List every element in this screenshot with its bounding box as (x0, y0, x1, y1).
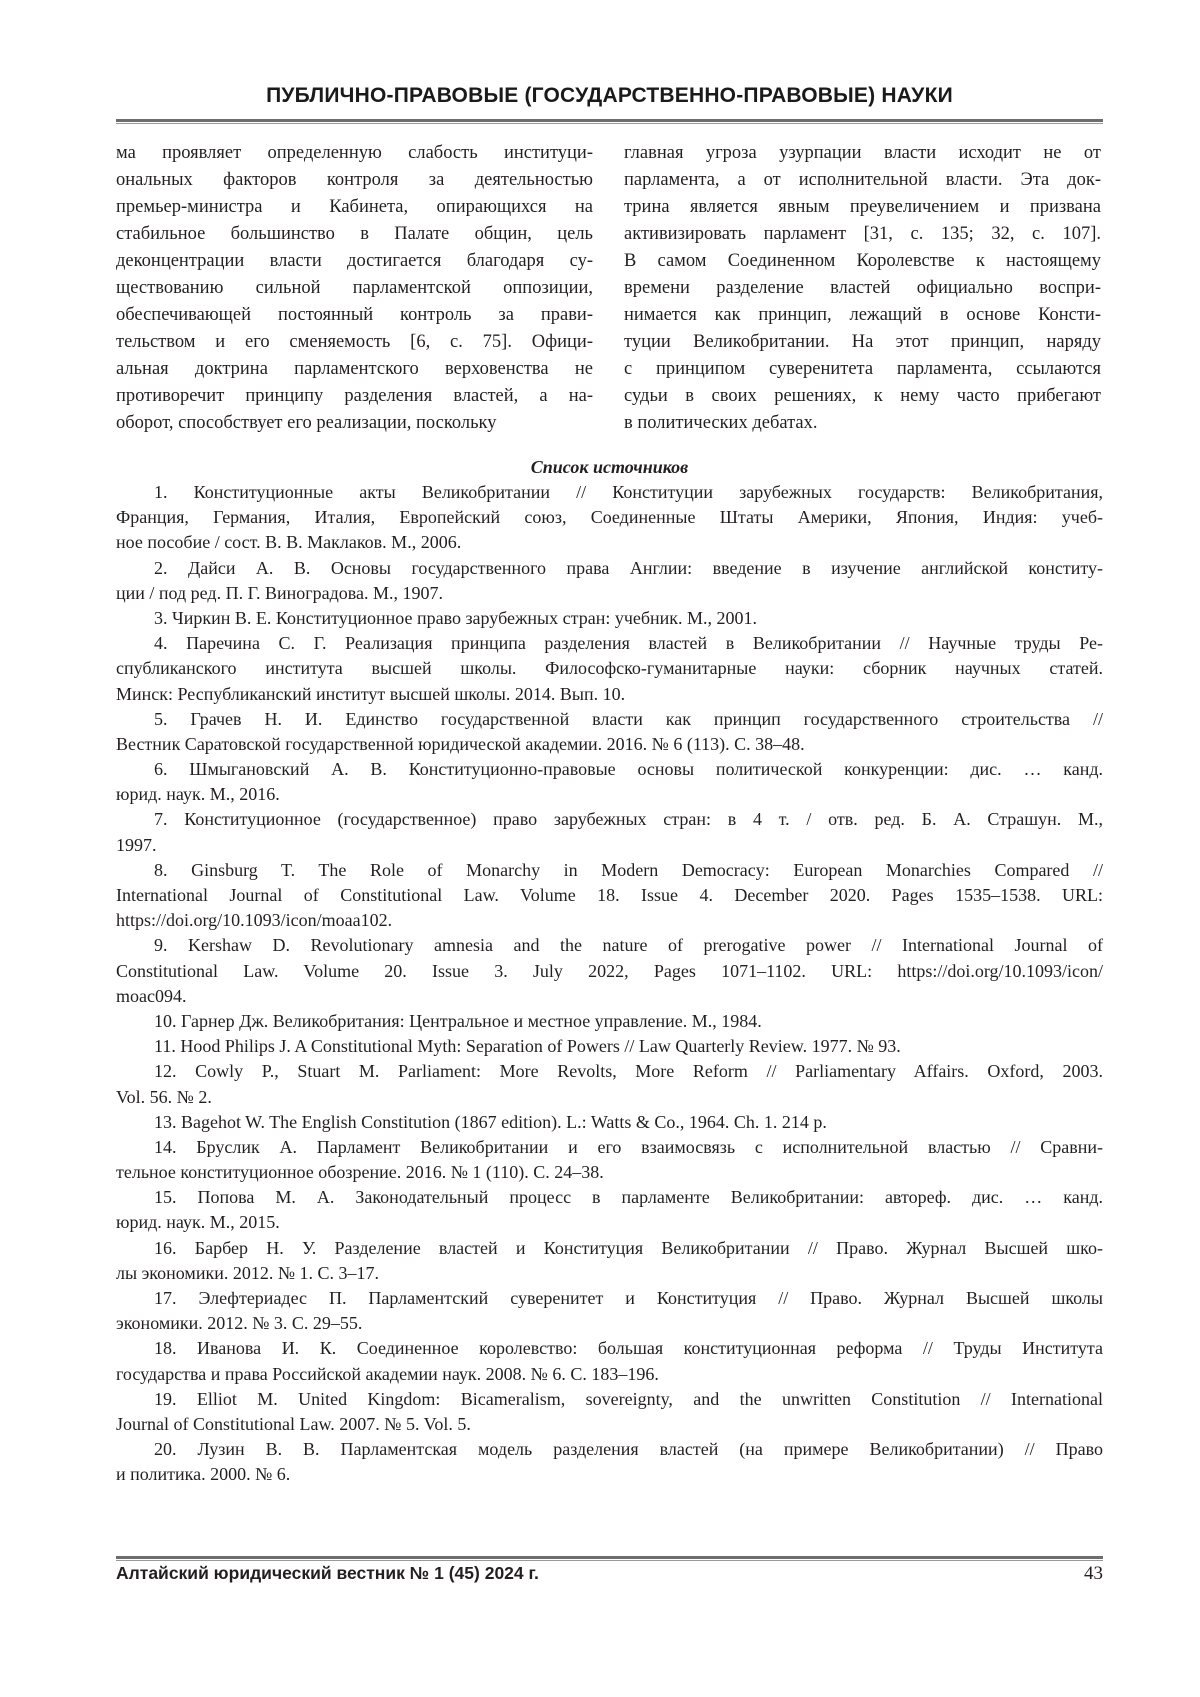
body-text-line: главная угроза узурпации власти исходит не от (624, 140, 1101, 167)
body-column-left (116, 140, 593, 437)
reference-line: Франция, Германия, Италия, Европейский союз, Соединенные Штаты Америки, Япония, Индия: учеб- (116, 505, 1103, 530)
body-text-line: нимается как принцип, лежащий в основе Консти- (624, 302, 1101, 329)
reference-line: спубликанского института высшей школы. Философско-гуманитарные науки: сборник научных статей. (116, 656, 1103, 681)
body-text-line: ществованию сильной парламентской оппозиции, (116, 275, 593, 302)
body-text-line: оборот, способствует его реализации, поскольку (116, 410, 593, 437)
reference-line: 12. Cowly P., Stuart M. Parliament: More Revolts, More Reform // Parliamentary Affairs. Oxford, 2003. (116, 1059, 1103, 1084)
reference-item (116, 757, 1103, 807)
body-text-line: ональных факторов контроля за деятельностью (116, 167, 593, 194)
reference-line: 7. Конституционное (государственное) право зарубежных стран: в 4 т. / отв. ред. Б. А. Страшун. М., (116, 807, 1103, 832)
body-text-line: ма проявляет определенную слабость институци- (116, 140, 593, 167)
body-text-line: тельством и его сменяемость [6, с. 75]. Офици- (116, 329, 593, 356)
reference-item (116, 1236, 1103, 1286)
reference-line: 3. Чиркин В. Е. Конституционное право зарубежных стран: учебник. М., 2001. (116, 606, 1103, 631)
body-text-line: парламента, а от исполнительной власти. Эта док- (624, 167, 1101, 194)
reference-item (116, 1185, 1103, 1235)
reference-item (116, 1059, 1103, 1109)
body-column-right (624, 140, 1101, 437)
body-text-line: обеспечивающей постоянный контроль за прави- (116, 302, 593, 329)
reference-line: 6. Шмыгановский А. В. Конституционно-правовые основы политической конкуренции: дис. … канд. (116, 757, 1103, 782)
body-text-line: трина является явным преувеличением и призвана (624, 194, 1101, 221)
page-footer (116, 1563, 1103, 1585)
reference-item (116, 858, 1103, 934)
reference-line: ное пособие / сост. В. В. Маклаков. М., 2006. (116, 530, 1103, 555)
reference-line: 17. Элефтериадес П. Парламентский суверенитет и Конституция // Право. Журнал Высшей школы (116, 1286, 1103, 1311)
reference-line: Вестник Саратовской государственной юридической академии. 2016. № 6 (113). С. 38–48. (116, 732, 1103, 757)
body-text-line: альная доктрина парламентского верховенства не (116, 356, 593, 383)
reference-line: 4. Паречина С. Г. Реализация принципа разделения властей в Великобритании // Научные труды Ре- (116, 631, 1103, 656)
reference-line: экономики. 2012. № 3. С. 29–55. (116, 1311, 1103, 1336)
body-text-line: противоречит принципу разделения властей, а на- (116, 383, 593, 410)
reference-item (116, 1110, 1103, 1135)
reference-item (116, 631, 1103, 707)
running-header-title: ПУБЛИЧНО-ПРАВОВЫЕ (ГОСУДАРСТВЕННО-ПРАВОВЫЕ) НАУКИ (116, 84, 1103, 108)
reference-line: 15. Попова М. А. Законодательный процесс в парламенте Великобритании: автореф. дис. … канд. (116, 1185, 1103, 1210)
body-text-line: туции Великобритании. На этот принцип, наряду (624, 329, 1101, 356)
reference-item (116, 1437, 1103, 1487)
body-text-line: деконцентрации власти достигается благодаря су- (116, 248, 593, 275)
body-text-line: премьер-министра и Кабинета, опирающихся на (116, 194, 593, 221)
reference-line: 10. Гарнер Дж. Великобритания: Центральное и местное управление. М., 1984. (116, 1009, 1103, 1034)
reference-line: 14. Бруслик А. Парламент Великобритании и его взаимосвязь с исполнительной властью // Сравни- (116, 1135, 1103, 1160)
reference-line: и политика. 2000. № 6. (116, 1462, 1103, 1487)
reference-item (116, 807, 1103, 857)
reference-line: https://doi.org/10.1093/icon/moaa102. (116, 908, 1103, 933)
reference-line: лы экономики. 2012. № 1. С. 3–17. (116, 1261, 1103, 1286)
reference-item (116, 1387, 1103, 1437)
reference-line: Journal of Constitutional Law. 2007. № 5. Vol. 5. (116, 1412, 1103, 1437)
reference-line: Минск: Республиканский институт высшей школы. 2014. Вып. 10. (116, 682, 1103, 707)
reference-line: 5. Грачев Н. И. Единство государственной власти как принцип государственного строительства // (116, 707, 1103, 732)
page-number: 43 (1084, 1563, 1103, 1585)
body-text-line: стабильное большинство в Палате общин, цель (116, 221, 593, 248)
reference-item (116, 707, 1103, 757)
body-text-line: с принципом суверенитета парламента, ссылаются (624, 356, 1101, 383)
header-rule (116, 119, 1103, 124)
footer-rule (116, 1556, 1103, 1561)
reference-line: 19. Elliot M. United Kingdom: Bicameralism, sovereignty, and the unwritten Constitution // International (116, 1387, 1103, 1412)
reference-line: 1997. (116, 833, 1103, 858)
reference-item (116, 1135, 1103, 1185)
body-text-line: в политических дебатах. (624, 410, 1101, 437)
body-text-line: активизировать парламент [31, с. 135; 32, с. 107]. (624, 221, 1101, 248)
reference-item (116, 480, 1103, 556)
reference-line: 8. Ginsburg T. The Role of Monarchy in Modern Democracy: European Monarchies Compared // (116, 858, 1103, 883)
reference-item (116, 1034, 1103, 1059)
reference-item (116, 606, 1103, 631)
references-title: Список источников (116, 454, 1103, 480)
reference-line: юрид. наук. М., 2016. (116, 782, 1103, 807)
references-list (116, 480, 1103, 1488)
reference-line: 9. Kershaw D. Revolutionary amnesia and the nature of prerogative power // International Journal of (116, 933, 1103, 958)
reference-line: Constitutional Law. Volume 20. Issue 3. July 2022, Pages 1071–1102. URL: https://doi.org/10.1093/icon/ (116, 959, 1103, 984)
reference-line: государства и права Российской академии наук. 2008. № 6. С. 183–196. (116, 1362, 1103, 1387)
reference-line: ции / под ред. П. Г. Виноградова. М., 1907. (116, 581, 1103, 606)
body-text-line: В самом Соединенном Королевстве к настоящему (624, 248, 1101, 275)
reference-item (116, 1336, 1103, 1386)
reference-line: 20. Лузин В. В. Парламентская модель разделения властей (на примере Великобритании) // Право (116, 1437, 1103, 1462)
reference-line: юрид. наук. М., 2015. (116, 1210, 1103, 1235)
body-text-line: судьи в своих решениях, к нему часто прибегают (624, 383, 1101, 410)
reference-item (116, 933, 1103, 1009)
body-text-line: времени разделение властей официально воспри- (624, 275, 1101, 302)
reference-line: тельное конституционное обозрение. 2016. № 1 (110). С. 24–38. (116, 1160, 1103, 1185)
reference-item (116, 556, 1103, 606)
reference-line: 2. Дайси А. В. Основы государственного права Англии: введение в изучение английской конститу- (116, 556, 1103, 581)
reference-line: International Journal of Constitutional Law. Volume 18. Issue 4. December 2020. Pages 1535–1538. URL: (116, 883, 1103, 908)
reference-line: 11. Hood Philips J. A Constitutional Myth: Separation of Powers // Law Quarterly Review. 1977. № 93. (116, 1034, 1103, 1059)
reference-item (116, 1286, 1103, 1336)
reference-item (116, 1009, 1103, 1034)
reference-line: 16. Барбер Н. У. Разделение властей и Конституция Великобритании // Право. Журнал Высшей шко- (116, 1236, 1103, 1261)
journal-name: Алтайский юридический вестник № 1 (45) 2024 г. (116, 1563, 539, 1584)
reference-line: moac094. (116, 984, 1103, 1009)
reference-line: 18. Иванова И. К. Соединенное королевство: большая конституционная реформа // Труды Института (116, 1336, 1103, 1361)
reference-line: 13. Bagehot W. The English Constitution (1867 edition). L.: Watts & Co., 1964. Ch. 1. 214 p. (116, 1110, 1103, 1135)
reference-line: 1. Конституционные акты Великобритании // Конституции зарубежных государств: Великобритания, (116, 480, 1103, 505)
reference-line: Vol. 56. № 2. (116, 1085, 1103, 1110)
